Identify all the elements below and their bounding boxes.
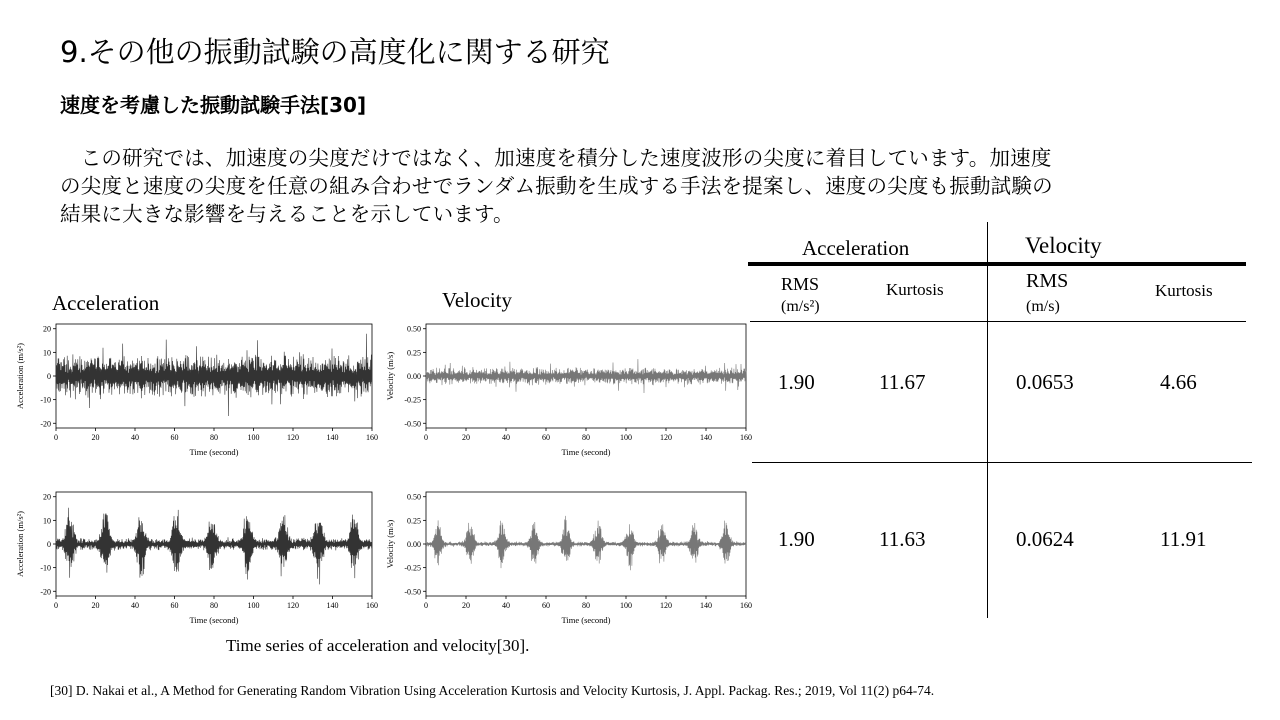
table-cell: 1.90 [778, 370, 815, 394]
acceleration-chart-bottom [14, 486, 382, 634]
y-tick-label: 0.50 [407, 324, 421, 334]
velocity-figure-label: Velocity [442, 288, 512, 312]
x-tick-label: 80 [210, 601, 218, 610]
series-trace [426, 359, 746, 393]
x-axis-label: Time (second) [189, 447, 239, 457]
series-trace [56, 334, 372, 416]
x-tick-label: 80 [582, 433, 590, 442]
x-tick-label: 140 [700, 601, 712, 610]
x-axis-label: Time (second) [561, 447, 611, 457]
x-tick-label: 60 [542, 433, 550, 442]
y-tick-label: -0.25 [404, 395, 421, 405]
y-tick-label: 20 [43, 324, 51, 334]
velocity-chart-bottom [384, 486, 756, 634]
x-tick-label: 20 [91, 601, 100, 610]
y-axis-label: Acceleration (m/s²) [15, 342, 25, 410]
x-tick-label: 100 [247, 601, 260, 610]
acceleration-chart-top [14, 318, 382, 466]
table-group-velocity: Velocity [1025, 233, 1102, 258]
y-tick-label: 10 [43, 348, 51, 358]
x-tick-label: 40 [131, 601, 139, 610]
x-tick-label: 80 [210, 433, 218, 442]
paragraph-line: 結果に大きな影響を与えることを示しています。 [60, 202, 514, 226]
series-trace [426, 516, 746, 570]
reference-footnote: [30] D. Nakai et al., A Method for Generating Random Vibration Using Acceleration Kurtosis and Velocity Kurtosis, J. Appl. Packag. Res.; 2019, Vol 11(2) p64-74. [50, 683, 935, 698]
col-header-vel-kurtosis: Kurtosis [1155, 281, 1213, 300]
table-cell: 4.66 [1160, 370, 1197, 394]
y-tick-label: 0.50 [407, 492, 421, 502]
table-cell: 11.91 [1160, 527, 1207, 551]
y-tick-label: 0.25 [407, 516, 421, 526]
table-group-acceleration: Acceleration [802, 236, 910, 260]
x-tick-label: 160 [366, 601, 378, 610]
x-tick-label: 100 [620, 433, 632, 442]
x-tick-label: 140 [700, 433, 712, 442]
x-tick-label: 120 [287, 601, 299, 610]
x-tick-label: 140 [326, 433, 339, 442]
acceleration-figure-label: Acceleration [52, 291, 160, 315]
slide-title: 9.その他の振動試験の高度化に関する研究 [60, 35, 610, 69]
y-axis-label: Velocity (m/s) [385, 519, 395, 569]
y-tick-label: 0.25 [407, 348, 421, 358]
x-tick-label: 120 [660, 433, 672, 442]
x-tick-label: 0 [54, 433, 58, 442]
x-tick-label: 40 [131, 433, 139, 442]
table-cell: 11.63 [879, 527, 926, 551]
x-tick-label: 20 [462, 601, 470, 610]
x-tick-label: 160 [740, 433, 752, 442]
y-tick-label: -0.50 [404, 419, 421, 429]
table-top-rule [748, 262, 1246, 266]
x-tick-label: 160 [366, 433, 378, 442]
y-tick-label: 10 [43, 516, 51, 526]
table-cell: 1.90 [778, 527, 815, 551]
col-header-acc-rms-unit: (m/s²) [781, 298, 820, 315]
col-header-acc-kurtosis: Kurtosis [886, 280, 944, 299]
col-header-vel-rms: RMS [1026, 270, 1069, 292]
table-header-rule [750, 321, 1246, 322]
x-tick-label: 40 [502, 433, 510, 442]
table-cell: 0.0653 [1016, 370, 1074, 394]
x-tick-label: 40 [502, 601, 510, 610]
y-tick-label: -20 [40, 587, 51, 597]
x-tick-label: 120 [660, 601, 672, 610]
y-tick-label: 0.00 [407, 540, 421, 549]
x-tick-label: 0 [54, 601, 58, 610]
y-axis-label: Velocity (m/s) [385, 351, 395, 401]
y-tick-label: -20 [40, 419, 51, 429]
col-header-vel-rms-unit: (m/s) [1026, 298, 1060, 315]
x-tick-label: 60 [170, 601, 179, 610]
x-tick-label: 0 [424, 601, 428, 610]
table-cell: 0.0624 [1016, 527, 1074, 551]
table-row-divider [752, 462, 1252, 463]
y-tick-label: 0 [47, 540, 51, 549]
y-tick-label: 20 [43, 492, 51, 502]
x-axis-label: Time (second) [561, 615, 611, 625]
y-tick-label: 0 [47, 372, 51, 381]
x-tick-label: 140 [326, 601, 339, 610]
x-tick-label: 80 [582, 601, 590, 610]
x-tick-label: 100 [247, 433, 260, 442]
table-cell: 11.67 [879, 370, 926, 394]
y-axis-label: Acceleration (m/s²) [15, 510, 25, 578]
x-tick-label: 100 [620, 601, 632, 610]
figure-caption: Time series of acceleration and velocity[30]. [226, 636, 530, 655]
y-tick-label: -0.25 [404, 563, 421, 573]
slide-subtitle: 速度を考慮した振動試験手法[30] [60, 93, 367, 117]
body-paragraph [60, 144, 1220, 228]
paragraph-line: の尖度と速度の尖度を任意の組み合わせでランダム振動を生成する手法を提案し、速度の尖度も振動試験の [60, 174, 1053, 198]
x-tick-label: 20 [91, 433, 100, 442]
x-axis-label: Time (second) [189, 615, 239, 625]
y-tick-label: -10 [40, 563, 51, 573]
velocity-chart-top [384, 318, 756, 466]
y-tick-label: -10 [40, 395, 51, 405]
x-tick-label: 60 [542, 601, 550, 610]
table-vertical-divider [987, 222, 988, 618]
col-header-acc-rms: RMS [781, 274, 820, 294]
x-tick-label: 60 [170, 433, 179, 442]
paragraph-line: この研究では、加速度の尖度だけではなく、加速度を積分した速度波形の尖度に着目しています。加速度 [60, 146, 1052, 170]
x-tick-label: 120 [287, 433, 299, 442]
y-tick-label: 0.00 [407, 372, 421, 381]
x-tick-label: 0 [424, 433, 428, 442]
y-tick-label: -0.50 [404, 587, 421, 597]
x-tick-label: 20 [462, 433, 470, 442]
series-trace [56, 508, 372, 585]
x-tick-label: 160 [740, 601, 752, 610]
